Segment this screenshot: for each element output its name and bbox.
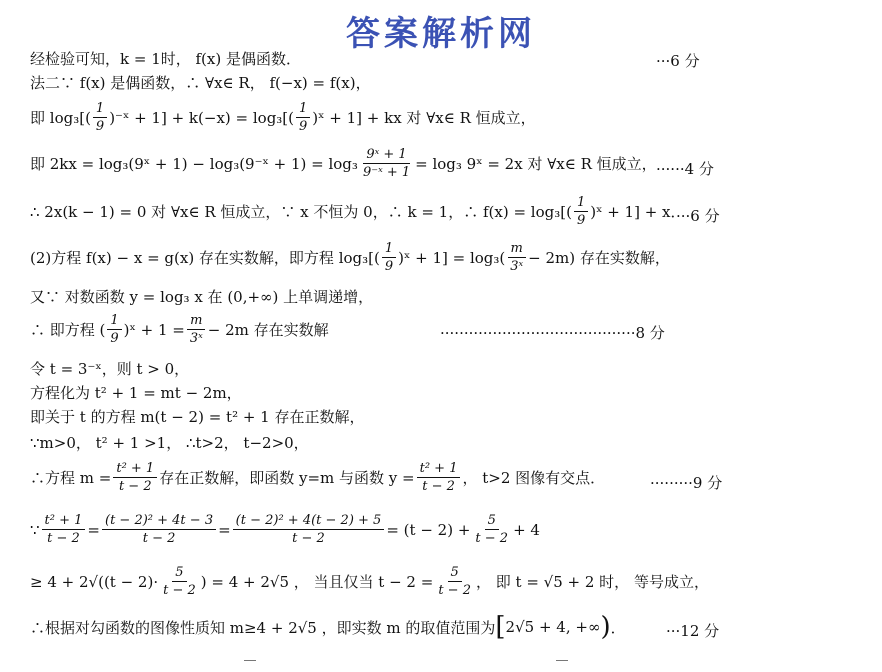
fraction [382, 240, 396, 275]
denominator: t − 2 [475, 531, 509, 546]
fraction [507, 240, 526, 275]
line-text: 即关于 t 的方程 m(t − 2) = t² + 1 存在正数解， [30, 408, 365, 426]
cut-off-next-line [0, 658, 882, 672]
numerator: 1 [296, 100, 310, 118]
line-text: 法二∵ f(x) 是偶函数，∴ ∀x∈ R， f(−x) = f(x)， [30, 74, 371, 92]
denominator: 3ˣ [510, 259, 524, 274]
close-bracket: ) [600, 612, 611, 642]
denominator: t − 2 [47, 531, 80, 546]
numerator: 1 [574, 194, 588, 212]
line-text: ≥ 4 + 2√((t − 2)· [30, 572, 159, 591]
numerator: t² + 1 [42, 512, 86, 530]
line-text: − 2m) 存在实数解， [528, 249, 670, 267]
line-text: 经检验可知，k = 1时， f(x) 是偶函数． [30, 50, 301, 68]
fraction [42, 512, 86, 547]
fragment-mark [556, 660, 568, 661]
line-text: ) = 4 + 2√5 ， 当且仅当 t − 2 = [200, 573, 434, 591]
fraction [472, 512, 511, 547]
fraction [160, 564, 199, 599]
line-text: = [218, 520, 231, 539]
fraction [107, 312, 121, 347]
score-label: ······4 分 [656, 160, 714, 178]
score-label: ·········································8 分 [440, 324, 665, 342]
denominator: 9 [384, 259, 394, 274]
open-bracket: [ [495, 612, 506, 642]
fraction [417, 460, 461, 495]
line-text: )ˣ + 1 = [123, 320, 185, 339]
numerator: m [508, 240, 526, 258]
denominator: t − 2 [163, 583, 196, 598]
numerator: 1 [93, 100, 107, 118]
denominator: t − 2 [292, 531, 325, 546]
score-label: ·········9 分 [650, 474, 723, 492]
denominator: 9⁻ˣ + 1 [362, 165, 411, 180]
denominator: t − 2 [142, 531, 176, 546]
score-label: ···6 分 [656, 52, 700, 70]
page-title: 答案解析网 [346, 14, 536, 54]
solution-line-14 [30, 512, 870, 547]
numerator: 1 [382, 240, 396, 258]
line-text: ， 即 t = √5 + 2 时， 等号成立， [475, 573, 709, 591]
line-text: )ˣ + 1] + kx 对 ∀x∈ R 恒成立， [312, 109, 536, 127]
solution-line-12 [30, 432, 870, 453]
solution-line-15 [30, 564, 870, 599]
numerator: 1 [107, 312, 121, 330]
solution-line-6 [30, 240, 870, 275]
numerator: (t − 2)² + 4(t − 2) + 5 [233, 512, 385, 530]
line-text: 方程化为 t² + 1 = mt − 2m， [30, 384, 242, 402]
fraction [233, 512, 385, 547]
line-text: = [87, 520, 100, 539]
solution-line-2 [30, 72, 870, 93]
solution-line-5 [30, 194, 870, 229]
fraction [187, 312, 206, 347]
solution-line-1 [30, 48, 870, 69]
line-text: )ˣ + 1] + x． [590, 203, 686, 221]
solution-line-7 [30, 286, 870, 307]
denominator: 9 [110, 331, 119, 346]
line-text: 即 log₃[( [30, 109, 91, 127]
denominator: 3ˣ [189, 331, 203, 346]
solution-line-4 [30, 146, 870, 181]
line-text: − 2m 存在实数解 [207, 321, 329, 339]
line-text: ∴方程 m = [30, 469, 112, 487]
solution-line-16 [30, 614, 870, 640]
line-text: )⁻ˣ + 1] + k(−x) = log₃[( [109, 108, 295, 127]
solution-line-13 [30, 460, 870, 495]
line-text: ∴根据对勾函数的图像性质知 m≥4 + 2√5 ，即实数 m 的取值范围为 [30, 618, 496, 637]
line-text: (2)方程 f(x) − x = g(x) 存在实数解，即方程 log₃[( [30, 249, 380, 267]
numerator: (t − 2)² + 4t − 3 [102, 512, 216, 530]
denominator: t − 2 [422, 479, 455, 494]
line-text: 又∵ 对数函数 y = log₃ x 在 (0,+∞) 上单调递增， [30, 288, 374, 306]
fraction [113, 460, 157, 495]
line-text: ∵ [30, 520, 40, 539]
line-text: ∵m>0， t² + 1 >1， ∴t>2， t−2>0， [30, 434, 309, 452]
solution-line-9 [30, 358, 870, 379]
fraction [435, 564, 474, 599]
denominator: t − 2 [438, 583, 471, 598]
line-text: 存在正数解，即函数 y=m 与函数 y = [159, 469, 415, 487]
line-text: 令 t = 3⁻ˣ，则 t > 0， [30, 360, 190, 378]
line-text: ∴ 2x(k − 1) = 0 对 ∀x∈ R 恒成立，∵ x 不恒为 0，∴ k = 1，∴ f(x) = log₃[( [30, 203, 572, 221]
line-text: + 4 [513, 520, 540, 539]
numerator: 5 [172, 564, 186, 582]
fragment-mark [244, 660, 256, 661]
line-text: 即 2kx = log₃(9ˣ + 1) − log₃(9⁻ˣ + 1) = log₃ [30, 155, 358, 173]
numerator: t² + 1 [417, 460, 461, 478]
numerator: t² + 1 [113, 460, 157, 478]
line-text: ∴ 即方程 ( [30, 321, 106, 339]
denominator: 9 [576, 213, 586, 228]
denominator: 9 [95, 119, 105, 134]
denominator: 9 [299, 119, 308, 134]
solution-line-3 [30, 100, 870, 135]
solution-line-10 [30, 382, 870, 403]
numerator: 5 [485, 512, 499, 530]
numerator: 9ˣ + 1 [363, 146, 409, 164]
line-text: = log₃ 9ˣ = 2x 对 ∀x∈ R 恒成立， [415, 155, 657, 173]
interval-text: 2√5 + 4, +∞ [505, 618, 601, 636]
line-text: )ˣ + 1] = log₃( [398, 248, 506, 267]
fraction [574, 194, 588, 229]
line-text: ， t>2 图像有交点． [462, 469, 606, 487]
numerator: m [187, 312, 205, 330]
fraction [360, 146, 413, 181]
score-label: ···6 分 [676, 207, 720, 225]
fraction [102, 512, 216, 547]
fraction [296, 100, 310, 135]
line-text: = (t − 2) + [386, 520, 471, 539]
fraction [93, 100, 107, 135]
score-label: ···12 分 [666, 622, 720, 640]
denominator: t − 2 [118, 479, 152, 494]
numerator: 5 [448, 564, 462, 582]
line-text: ． [610, 618, 626, 637]
solution-line-11 [30, 406, 870, 427]
